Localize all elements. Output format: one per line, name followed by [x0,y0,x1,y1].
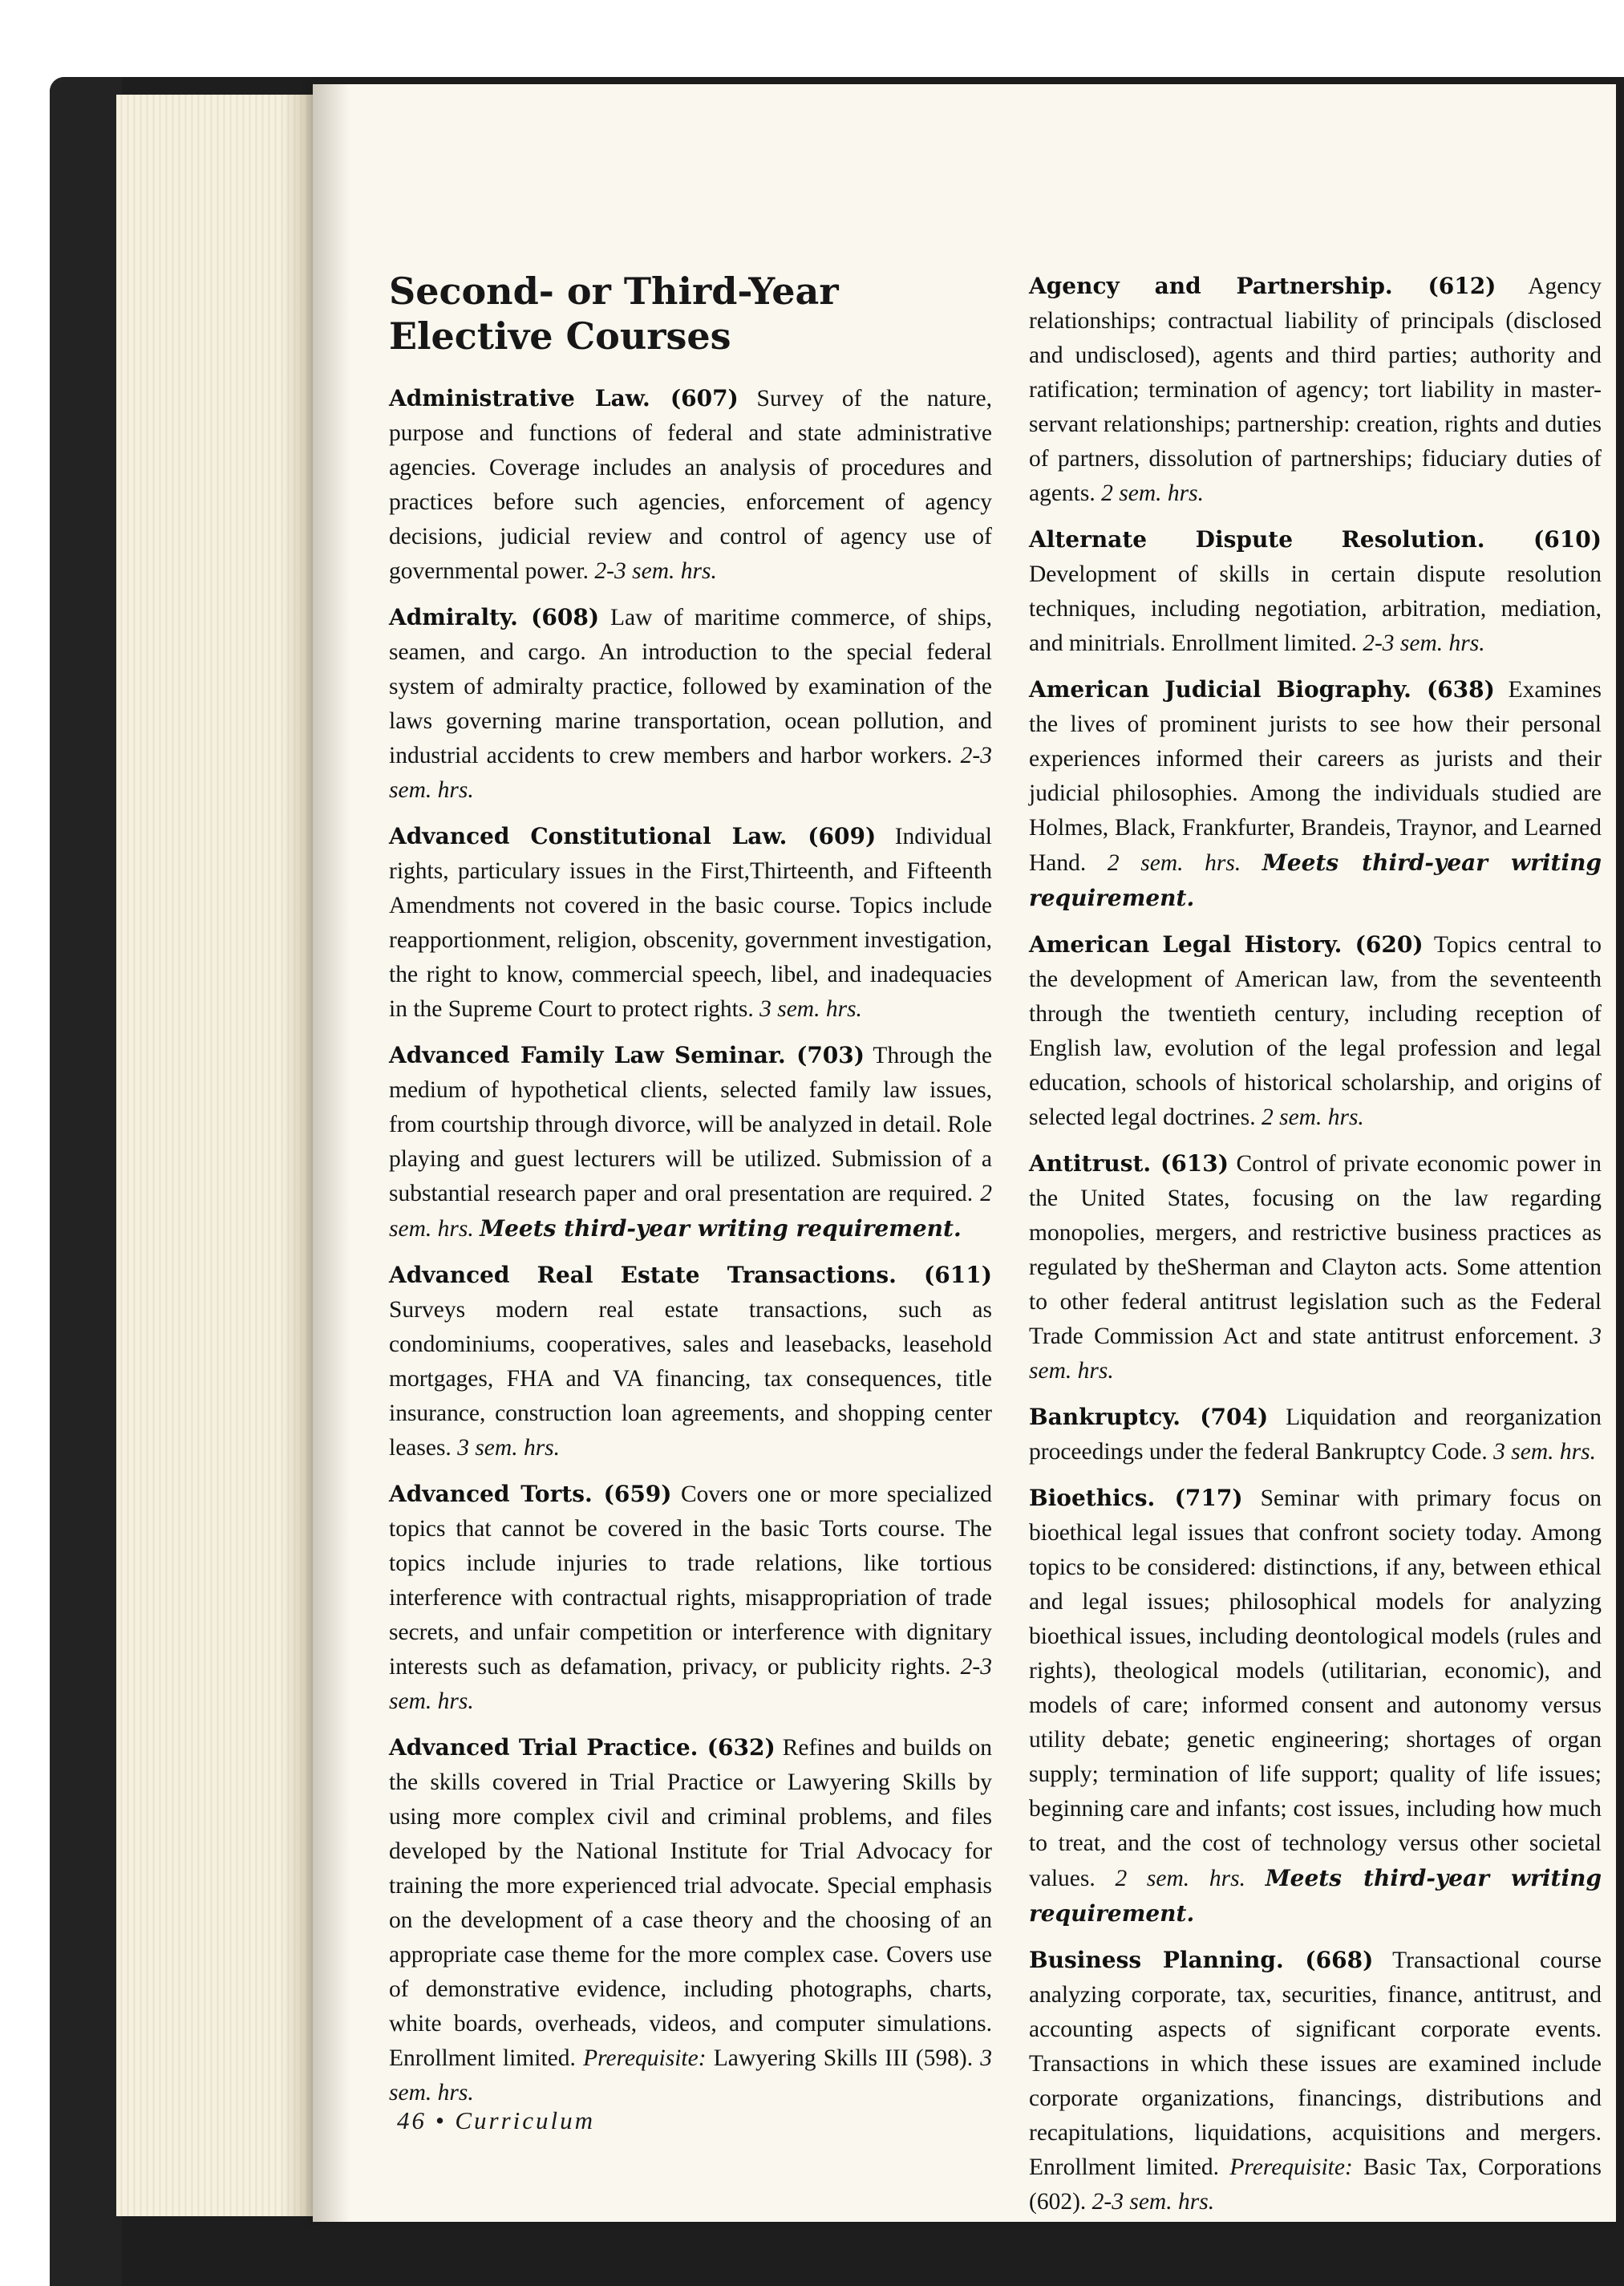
writing-requirement-note: Meets third-year writing requirement. [480,1215,962,1242]
course-title: American Legal History. (620) [1029,931,1424,958]
course-entry [389,819,992,1027]
course-hours: 2-3 sem. hrs. [1363,630,1485,656]
course-title: Agency and Partnership. (612) [1029,273,1496,299]
writing-requirement-note: Meets third-year writing requirement. [1029,1865,1602,1927]
course-entry [1029,1400,1602,1469]
page-edges-shadow [281,95,313,2216]
course-entry [1029,269,1602,511]
course-title: Antitrust. (613) [1029,1150,1229,1177]
course-entry [389,600,992,808]
course-description: Development of skills in certain dispute resolution techniques, including negotiation, arbitration, mediation, and minitrials. Enrollment limited. [1029,561,1602,656]
course-description: Surveys modern real estate transactions, such as condominiums, cooperatives, sales and leasebacks, leasehold mortgages, FHA and VA financing, tax consequences, title insurance, construction loan agreements, and shopping center leases. [389,1297,992,1461]
course-title: Administrative Law. (607) [389,385,739,411]
course-entry [1029,1146,1602,1388]
course-title: Bioethics. (717) [1029,1485,1243,1511]
right-column [1029,269,1602,2231]
book-spine [50,77,122,2286]
writing-requirement-note: Meets third-year writing requirement. [1029,849,1602,911]
page-gutter-shadow [313,84,350,2222]
course-description: Individual rights, particulary issues in the First,Thirteenth, and Fifteenth Amendments not covered in the basic course. Topics include reapportionment, religion, obscenity, government investigation, the right to know, commercial speech, libel, and inadequacies in the Supreme Court to protect rights. [389,824,992,1022]
course-description: Transactional course analyzing corporate, tax, securities, finance, antitrust, and accounting aspects of significant corporate events. Transactions in which these issues are examined include corporate organizations, financings, distributions and recapitulations, liquidations, acquisitions and mergers. Enrollment limited. [1029,1948,1602,2180]
course-title: American Judicial Biography. (638) [1029,676,1495,703]
course-description: Liquidation and reorganization proceedings under the federal Bankruptcy Code. [1029,1404,1602,1465]
prerequisite-label: Prerequisite: [1229,2154,1353,2180]
course-description: Agency relationships; contractual liability of principals (disclosed and undisclosed), agents and third parties; authority and ratification; termination of agency; tort liability in master-servant relationships; partnership: creation, rights and duties of partners, dissolution of partnerships; fiduciary duties of agents. [1029,274,1602,506]
course-hours: 2-3 sem. hrs. [1091,2189,1215,2215]
course-entry [1029,522,1602,661]
course-hours: 3 sem. hrs. [759,996,862,1022]
course-description: Law of maritime commerce, of ships, seamen, and cargo. An introduction to the special federal system of admiralty practice, followed by examination of the laws governing marine transportation, ocean pollution, and industrial accidents to crew members and harbor workers. [389,605,992,768]
footer-separator: • [435,2106,447,2134]
course-hours: 3 sem. hrs. [457,1435,561,1461]
prerequisite-text: Basic Tax, Corporations (602). [1029,2154,1602,2215]
course-entry [389,1038,992,1246]
course-hours: 2 sem. hrs. [389,1181,992,1242]
course-title: Admiralty. (608) [389,604,600,630]
footer-label: Curriculum [455,2106,596,2134]
course-entry [389,1258,992,1465]
course-title: Advanced Family Law Seminar. (703) [389,1042,865,1068]
course-title: Alternate Dispute Resolution. (610) [1029,526,1602,553]
page-footer [397,2106,595,2135]
course-description: Seminar with primary focus on bioethical legal issues that confront society today. Among topics to be considered: distinctions, if any, between ethical and legal issues; philosophical models for analyzing bioethical issues, including deontological models (rules and rights), theological models (utilitarian, economic), and models of care; informed consent and autonomy versus utility debate; genetic engineering; shortages of organ supply; termination of life support; quality of life issues; beginning care and infants; cost issues, including how much to treat, and the cost of technology versus other societal values. [1029,1485,1602,1891]
course-hours: 2-3 sem. hrs. [389,743,992,803]
course-description: Survey of the nature, purpose and functions of federal and state administrative agencies. Coverage includes an analysis of procedures and practices before such agencies, enforcement of agency decisions, judicial review and control of agency use of governmental power. [389,386,992,584]
course-title: Advanced Constitutional Law. (609) [389,823,877,849]
course-hours: 3 sem. hrs. [1029,1323,1602,1384]
course-title: Advanced Torts. (659) [389,1481,672,1507]
course-entry [1029,1943,1602,2219]
course-entry [1029,927,1602,1135]
course-hours: 2 sem. hrs. [1101,480,1204,506]
course-hours: 2-3 sem. hrs. [594,558,717,584]
course-entry [1029,672,1602,916]
course-title: Business Planning. (668) [1029,1947,1374,1973]
course-description: Topics central to the development of American law, from the seventeenth through the twentieth century, including reception of English law, evolution of the legal profession and legal education, schools of historical scholarship, and origins of selected legal doctrines. [1029,932,1602,1130]
course-title: Advanced Trial Practice. (632) [389,1734,776,1761]
course-description: Refines and builds on the skills covered in Trial Practice or Lawyering Skills by using more complex civil and criminal problems, and files developed by the National Institute for Trial Advocacy for training the more experienced trial advocate. Special emphasis on the development of a case theory and the choosing of an appropriate case theme for the more complex case. Covers use of demonstrative evidence, including photographs, charts, white boards, overheads, videos, and computer simulations. Enrollment limited. [389,1735,992,2071]
course-entry [1029,1481,1602,1931]
course-description: Control of private economic power in the United States, focusing on the law regarding monopolies, mergers, and restrictive business practices as regulated by theSherman and Clayton acts. Some attention to other federal antitrust legislation such as the Federal Trade Commission Act and state antitrust enforcement. [1029,1151,1602,1349]
course-description: Examines the lives of prominent jurists to see how their personal experiences informed their careers as jurists and their judicial philosophies. Among the individuals studied are Holmes, Black, Frankfurter, Brandeis, Traynor, and Learned Hand. [1029,677,1602,876]
course-hours: 2 sem. hrs. [1107,850,1241,876]
prerequisite-text: Lawyering Skills III (598). [713,2045,974,2071]
course-entry [389,1477,992,1719]
prerequisite-label: Prerequisite: [583,2045,707,2071]
course-title: Advanced Real Estate Transactions. (611) [389,1262,992,1288]
course-title: Bankruptcy. (704) [1029,1404,1269,1430]
page-number: 46 [397,2106,427,2134]
course-description: Covers one or more specialized topics that cannot be covered in the basic Torts course. The topics include injuries to trade relations, like tortious interference with contractual rights, misappropriation of trade secrets, and unfair competition or interference with dignitary interests such as defamation, privacy, or publicity rights. [389,1481,993,1680]
course-hours: 2 sem. hrs. [1261,1104,1364,1130]
course-hours: 2-3 sem. hrs. [389,1654,992,1714]
section-title: Second- or Third-Year Elective Courses [389,270,839,358]
course-hours: 2 sem. hrs. [1115,1866,1245,1891]
left-column [389,269,992,2122]
course-hours: 3 sem. hrs. [389,2045,993,2106]
course-hours: 3 sem. hrs. [1493,1439,1596,1465]
course-entry [389,381,992,589]
course-description: Through the medium of hypothetical clients, selected family law issues, from courtship through divorce, will be analyzed in detail. Role playing and guest lecturers will be utilized. Submission of a substantial research paper and oral presentation are required. [389,1043,992,1206]
course-entry [389,1730,992,2110]
